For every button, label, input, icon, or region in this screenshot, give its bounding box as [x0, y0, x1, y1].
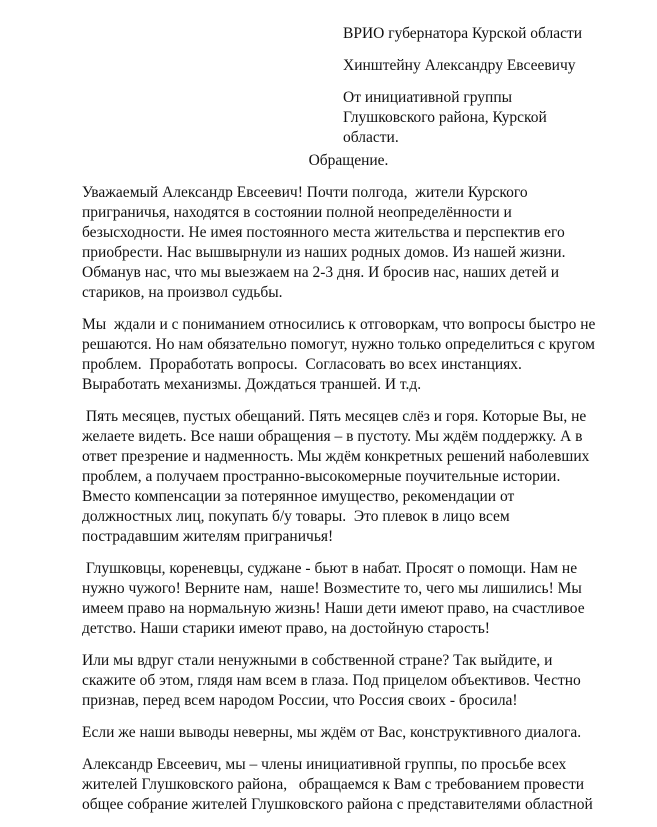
text-line: пострадавшим жителям приграничья!	[82, 528, 334, 545]
addressee-name: Хинштейну Александру Евсеевичу	[343, 57, 576, 74]
text-line: Уважаемый Александр Евсеевич! Почти полгода, жители Курского	[82, 184, 528, 201]
text-line: жителей Глушковского района, обращаемся к Вам с требованием провести	[82, 776, 585, 793]
text-line: желаете видеть. Все наши обращения – в пустоту. Мы ждём поддержку. А в	[82, 428, 583, 445]
text-line: безысходности. Не имея постоянного места жительства и перспектив его	[82, 224, 565, 241]
text-line: Александр Евсеевич, мы – члены инициативной группы, по просьбе всех	[82, 756, 567, 773]
text-line: Мы ждали и с пониманием относились к отговоркам, что вопросы быстро не	[82, 316, 596, 333]
text-line: стариков, на произвол судьбы.	[82, 284, 283, 301]
text-line: приобрести. Нас вышвырнули из наших родных домов. Из нашей жизни.	[82, 244, 566, 261]
text-line: имеем право на нормальную жизнь! Наши дети имеют право, на счастливое	[82, 600, 585, 617]
text-line: Вместо компенсации за потерянное имущество, рекомендации от	[82, 488, 515, 505]
text-line: нужно чужого! Верните нам, наше! Возместите то, чего мы лишились! Мы	[82, 580, 582, 597]
text-line: проблем. Проработать вопросы. Согласовать во всех инстанциях.	[82, 356, 522, 373]
addressee-block	[343, 24, 643, 148]
text-line: признав, перед всем народом России, что Россия своих - бросила!	[82, 692, 518, 709]
text-line: Пять месяцев, пустых обещаний. Пять месяцев слёз и горя. Которые Вы, не	[82, 408, 587, 425]
paragraph	[82, 651, 642, 711]
text-line: Или мы вдруг стали ненужными в собственной стране? Так выйдите, и	[82, 652, 553, 669]
paragraph	[82, 183, 642, 303]
text-line: проблем, а получаем пространно-высокомерные поучительные истории.	[82, 468, 561, 485]
addressee-position: ВРИО губернатора Курской области	[343, 25, 583, 42]
document-title: Обращение.	[308, 152, 389, 169]
text-line: решаются. Но нам обязательно помогут, нужно только определиться с кругом	[82, 336, 595, 353]
paragraph	[82, 407, 642, 547]
text-line: должностных лиц, покупать б/у товары. Это плевок в лицо всем	[82, 508, 510, 525]
text-line: Если же наши выводы неверны, мы ждём от Вас, конструктивного диалога.	[82, 724, 582, 741]
sender-line-1: От инициативной группы	[343, 89, 513, 106]
text-line: общее собрание жителей Глушковского района с представителями областной	[82, 796, 593, 813]
text-line: скажите об этом, глядя нам всем в глаза. Под прицелом объективов. Честно	[82, 672, 581, 689]
text-line: ответ презрение и надменность. Мы ждём конкретных решений наболевших	[82, 448, 590, 465]
text-line: приграничья, находятся в состоянии полной неопределённости и	[82, 204, 512, 221]
paragraph	[82, 315, 642, 395]
paragraph	[82, 723, 642, 743]
text-line: Обманув нас, что мы выезжаем на 2-3 дня. И бросив нас, наших детей и	[82, 264, 560, 281]
paragraph	[82, 755, 642, 815]
sender-line-3: области.	[343, 129, 399, 146]
sender-line-2: Глушковского района, Курской	[343, 109, 547, 126]
paragraph	[82, 559, 642, 639]
text-line: Выработать механизмы. Дождаться траншей. И т.д.	[82, 376, 422, 393]
text-line: Глушковцы, кореневцы, суджане - бьют в набат. Просят о помощи. Нам не	[82, 560, 578, 577]
document-body	[82, 183, 642, 827]
text-line: детство. Наши старики имеют право, на достойную старость!	[82, 620, 490, 637]
